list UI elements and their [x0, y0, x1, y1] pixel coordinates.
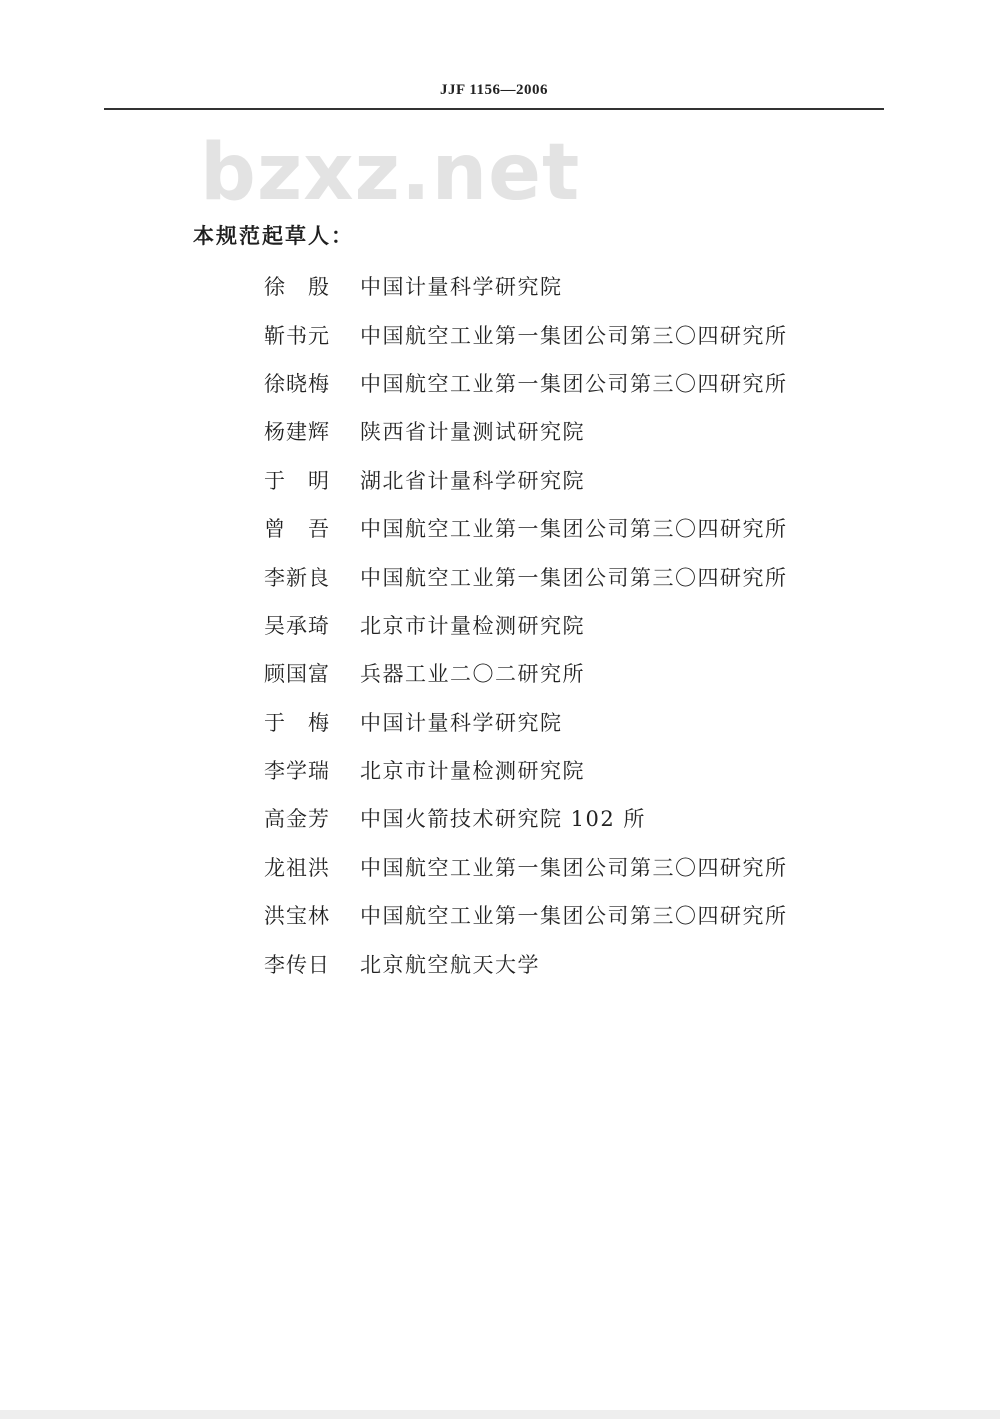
drafter-name: 顾国富 [264, 662, 330, 687]
drafter-row [264, 939, 884, 987]
drafter-row [264, 504, 884, 552]
drafter-name: 李传日 [264, 952, 330, 977]
page-bottom-edge [0, 1410, 1000, 1419]
drafter-row [264, 649, 884, 697]
drafter-organization: 中国航空工业第一集团公司第三〇四研究所 [360, 517, 788, 542]
drafter-organization: 陕西省计量测试研究院 [360, 420, 585, 445]
standard-code: JJF 1156—2006 [439, 82, 549, 98]
drafter-name: 龙祖洪 [264, 855, 330, 880]
drafter-row [264, 310, 884, 358]
drafter-name: 徐晓梅 [264, 371, 330, 396]
drafter-organization: 中国航空工业第一集团公司第三〇四研究所 [360, 371, 788, 396]
drafter-name: 洪宝林 [264, 904, 330, 929]
drafter-name: 高金芳 [264, 807, 330, 832]
drafter-name: 于 梅 [264, 710, 330, 735]
drafter-row [264, 552, 884, 600]
drafter-organization: 北京航空航天大学 [360, 952, 540, 977]
drafter-row [264, 891, 884, 939]
drafter-row [264, 359, 884, 407]
drafter-organization: 中国计量科学研究院 [360, 275, 563, 300]
drafter-name: 吴承琦 [264, 613, 330, 638]
drafter-organization: 中国航空工业第一集团公司第三〇四研究所 [360, 323, 788, 348]
drafter-name: 于 明 [264, 468, 330, 493]
drafter-organization: 中国火箭技术研究院 102 所 [360, 807, 646, 832]
drafter-organization: 湖北省计量科学研究院 [360, 468, 585, 493]
drafter-list [264, 262, 884, 988]
section-heading: 本规范起草人： [193, 224, 354, 248]
drafter-name: 曾 吾 [264, 517, 330, 542]
drafter-row [264, 456, 884, 504]
drafter-row [264, 407, 884, 455]
drafter-organization: 北京市计量检测研究院 [360, 613, 585, 638]
drafter-organization: 中国航空工业第一集团公司第三〇四研究所 [360, 565, 788, 590]
drafter-name: 杨建辉 [264, 420, 330, 445]
drafter-name: 徐 殷 [264, 275, 330, 300]
drafter-row [264, 698, 884, 746]
drafter-organization: 北京市计量检测研究院 [360, 759, 585, 784]
header-rule [104, 108, 884, 110]
drafter-organization: 中国航空工业第一集团公司第三〇四研究所 [360, 855, 788, 880]
drafter-row [264, 262, 884, 310]
drafter-name: 靳书元 [264, 323, 330, 348]
drafter-name: 李学瑞 [264, 759, 330, 784]
drafter-row [264, 794, 884, 842]
watermark: bzxz.net [200, 128, 581, 218]
drafter-organization: 兵器工业二〇二研究所 [360, 662, 585, 687]
drafter-organization: 中国计量科学研究院 [360, 710, 563, 735]
drafter-name: 李新良 [264, 565, 330, 590]
drafter-row [264, 601, 884, 649]
drafter-organization: 中国航空工业第一集团公司第三〇四研究所 [360, 904, 788, 929]
drafter-row [264, 746, 884, 794]
drafter-row [264, 843, 884, 891]
